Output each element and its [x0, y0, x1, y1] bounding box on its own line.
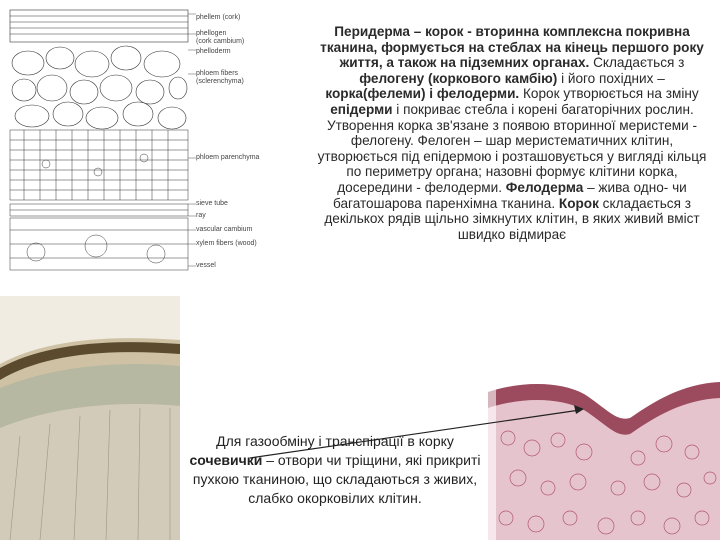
term-lenticels: сочевички	[189, 452, 263, 468]
intro-definition: Перидерма – корок - вторинна комплексна покривна тканина, формується на стеблах на кінець першого року життя, а також на підземних органах.	[320, 24, 704, 71]
label-phloem-fibers: phloem fibers	[196, 70, 239, 77]
label-vessel: vessel	[196, 262, 216, 269]
text-segment: складається з декількох рядів щільно зімкнутих клітин, в яких живий вміст швидко відмирає	[324, 195, 700, 242]
label-phellogen: phellogen	[196, 30, 227, 37]
label-xylem-fibers: xylem fibers (wood)	[196, 240, 257, 247]
lenticel-caption	[180, 432, 490, 508]
text-segment: Корок утворюється на зміну	[519, 86, 699, 102]
text-segment: і його похідних –	[557, 70, 665, 86]
label-ray: ray	[196, 212, 206, 219]
text-segment: і покриває стебла і корені багаторічних рослин. Утворення корка зв'язане з появою вторинної меристеми - фелогену. Фелоген – шар меристематичних клітин, утворюється під епідермою і розташовується у вигляді кільця по периметру органа; назовні формує клітини корка, досередини - фелодерми.	[317, 101, 707, 195]
label-phellem: phellem (cork)	[196, 14, 241, 21]
caption-segment: Для газообміну і транспірації в корку	[216, 433, 454, 449]
label-sclerenchyma: (sclerenchyma)	[196, 78, 244, 85]
term-phellem-phelloderm: корка(фелеми) і фелодерми.	[325, 86, 520, 102]
term-cork: Корок	[558, 195, 599, 211]
term-epidermis: епідерми	[330, 101, 393, 117]
term-phellogen: фелогену (коркового камбію)	[359, 70, 558, 86]
text-segment: Складається з	[589, 55, 685, 71]
text-segment: – жива одно- чи багатошарова паренхімна тканина.	[333, 179, 687, 211]
term-phelloderm: Фелодерма	[505, 179, 584, 195]
caption-segment: – отвори чи тріщини, які прикриті пухкою тканиною, що складаються з живих, слабко окорковілих клітин.	[192, 452, 481, 506]
label-sieve-tube: sieve tube	[196, 200, 228, 207]
label-phloem-parenchyma: phloem parenchyma	[196, 154, 260, 161]
label-phelloderm: phelloderm	[196, 48, 231, 55]
label-vascular-cambium: vascular cambium	[196, 226, 253, 233]
label-cork-cambium: (cork cambium)	[196, 38, 245, 45]
